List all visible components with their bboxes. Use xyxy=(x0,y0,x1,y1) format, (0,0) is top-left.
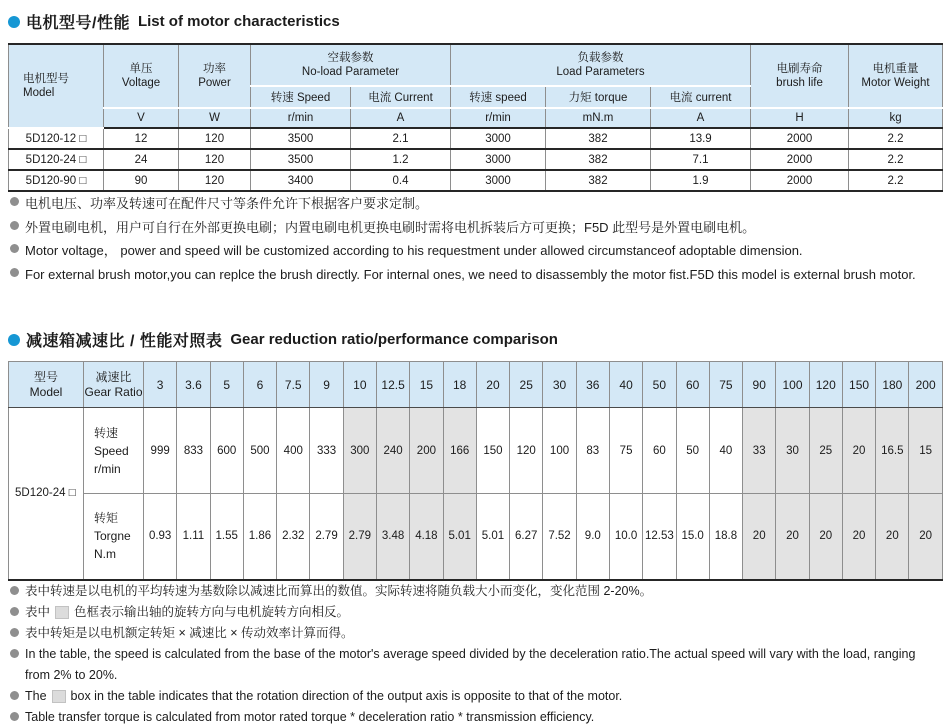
header-en: Load Parameters xyxy=(556,66,645,78)
value-cell: 600 xyxy=(210,408,243,494)
value-cell: 1.2 xyxy=(351,149,451,170)
note-item xyxy=(8,192,942,216)
value-cell: 20 xyxy=(876,494,909,580)
gear-ratio-header-cell: 60 xyxy=(676,362,709,408)
value-cell: 6.27 xyxy=(510,494,543,580)
gray-box-icon xyxy=(55,606,69,619)
header-zh: 单压 xyxy=(129,62,153,75)
header-zh: 型号 xyxy=(33,369,58,384)
gear-ratio-header-cell: 6 xyxy=(243,362,276,408)
col-header-noload xyxy=(251,44,451,86)
gear-ratio-header-cell: 30 xyxy=(543,362,576,408)
subheader-load-torque: 力矩 torque xyxy=(546,86,651,108)
motor-table-row xyxy=(9,170,943,191)
unit-load-current: A xyxy=(651,108,751,128)
note-bullet-icon xyxy=(10,607,19,616)
value-cell: 1.9 xyxy=(651,170,751,191)
value-cell: 333 xyxy=(310,408,343,494)
gear-ratio-header-cell: 75 xyxy=(709,362,742,408)
value-cell: 382 xyxy=(546,128,651,149)
subheader-load-speed: 转速 speed xyxy=(451,86,546,108)
gray-box-icon xyxy=(52,690,66,703)
col-header-voltage xyxy=(104,44,179,108)
value-cell: 18.8 xyxy=(709,494,742,580)
value-cell: 2000 xyxy=(751,128,849,149)
value-cell: 20 xyxy=(842,494,875,580)
motor-table-row xyxy=(9,149,943,170)
value-cell: 2.32 xyxy=(277,494,310,580)
header-zh: 电机型号 xyxy=(23,72,69,85)
header-en: Gear Ratio xyxy=(84,384,143,399)
gear-ratio-header-cell: 150 xyxy=(842,362,875,408)
note-text: In the table, the speed is calculated from the base of the motor's average speed divided by the deceleration ratio.The actual speed will vary with the load, ranging from 2% to 20%. xyxy=(25,646,916,682)
value-cell: 2.79 xyxy=(310,494,343,580)
value-cell: 2.79 xyxy=(343,494,376,580)
section1-title xyxy=(8,10,942,33)
value-cell: 9.0 xyxy=(576,494,609,580)
note-item xyxy=(8,707,942,728)
gear-ratio-header-cell: 25 xyxy=(510,362,543,408)
header-zh: 减速比 xyxy=(95,369,132,384)
gear-ratio-header-cell: 200 xyxy=(909,362,942,408)
header-en: Model xyxy=(23,87,55,99)
label-unit: N.m xyxy=(94,547,116,562)
value-cell: 16.5 xyxy=(876,408,909,494)
note-bullet-icon xyxy=(10,244,19,253)
gear-ratio-header-cell: 50 xyxy=(643,362,676,408)
note-text: 外置电刷电机，用户可自行在外部更换电刷；内置电刷电机更换电刷时需将电机拆装后方可更换；F5D 此型号是外置电刷电机。 xyxy=(25,219,756,235)
value-cell: 3500 xyxy=(251,149,351,170)
note-bullet-icon xyxy=(10,268,19,277)
value-cell: 1.86 xyxy=(243,494,276,580)
note-item xyxy=(8,263,942,287)
value-cell: 400 xyxy=(277,408,310,494)
value-cell: 120 xyxy=(179,170,251,191)
note-text: box in the table indicates that the rotation direction of the output axis is opposite to that of the motor. xyxy=(70,688,623,703)
unit-brush-life: H xyxy=(751,108,849,128)
bullet-icon xyxy=(8,16,20,28)
value-cell: 3000 xyxy=(451,128,546,149)
gear-ratio-table xyxy=(8,361,943,581)
gear-ratio-header-cell: 9 xyxy=(310,362,343,408)
value-cell: 5.01 xyxy=(476,494,509,580)
section2-title-en: Gear reduction ratio/performance comparison xyxy=(230,331,558,348)
note-bullet-icon xyxy=(10,628,19,637)
col-header-load xyxy=(451,44,751,86)
gear-ratio-header-cell: 18 xyxy=(443,362,476,408)
value-cell: 166 xyxy=(443,408,476,494)
section2-title-zh: 减速箱减速比 / 性能对照表 xyxy=(26,333,223,350)
label-zh: 转矩 xyxy=(94,511,119,526)
gear-ratio-header-cell: 5 xyxy=(210,362,243,408)
value-cell: 24 xyxy=(104,149,179,170)
value-cell: 200 xyxy=(410,408,443,494)
unit-noload-current: A xyxy=(351,108,451,128)
unit-power: W xyxy=(179,108,251,128)
unit-weight: kg xyxy=(849,108,943,128)
value-cell: 12 xyxy=(104,128,179,149)
value-cell: 5.01 xyxy=(443,494,476,580)
gear-ratio-header-cell: 90 xyxy=(743,362,776,408)
value-cell: 3000 xyxy=(451,149,546,170)
value-cell: 2000 xyxy=(751,170,849,191)
value-cell: 120 xyxy=(179,128,251,149)
col-header-brush-life xyxy=(751,44,849,108)
gear-notes xyxy=(8,581,942,728)
gear-ratio-header-cell: 120 xyxy=(809,362,842,408)
value-cell: 833 xyxy=(177,408,210,494)
note-bullet-icon xyxy=(10,691,19,700)
gear-ratio-header-cell: 15 xyxy=(410,362,443,408)
gear-ratio-section xyxy=(8,328,942,728)
value-cell: 999 xyxy=(144,408,177,494)
note-bullet-icon xyxy=(10,712,19,721)
value-cell: 3000 xyxy=(451,170,546,191)
value-cell: 12.53 xyxy=(643,494,676,580)
section1-title-en: List of motor characteristics xyxy=(137,13,340,30)
value-cell: 60 xyxy=(643,408,676,494)
value-cell: 50 xyxy=(676,408,709,494)
header-en: Voltage xyxy=(121,77,161,89)
gear-ratio-header-cell: 3 xyxy=(144,362,177,408)
model-cell: 5D120-24 □ xyxy=(9,149,104,170)
unit-voltage: V xyxy=(104,108,179,128)
value-cell: 20 xyxy=(909,494,942,580)
header-en: Motor Weight xyxy=(861,77,930,89)
col-header-model xyxy=(9,362,84,408)
header-zh: 空载参数 xyxy=(327,51,374,64)
value-cell: 0.4 xyxy=(351,170,451,191)
note-item xyxy=(8,644,942,686)
value-cell: 3500 xyxy=(251,128,351,149)
header-zh: 负载参数 xyxy=(577,51,624,64)
model-cell: 5D120-90 □ xyxy=(9,170,104,191)
header-en: No-load Parameter xyxy=(301,66,400,78)
note-bullet-icon xyxy=(10,649,19,658)
model-cell: 5D120-24 □ xyxy=(9,408,84,580)
note-text: 色框表示输出轴的旋转方向与电机旋转方向相反。 xyxy=(74,604,350,619)
gear-ratio-header-cell: 3.6 xyxy=(177,362,210,408)
value-cell: 120 xyxy=(510,408,543,494)
note-item xyxy=(8,581,942,602)
value-cell: 3400 xyxy=(251,170,351,191)
note-bullet-icon xyxy=(10,221,19,230)
label-en: Torgne xyxy=(94,529,131,544)
gear-ratio-header-cell: 20 xyxy=(476,362,509,408)
row-label-torque xyxy=(84,494,144,580)
value-cell: 100 xyxy=(543,408,576,494)
value-cell: 240 xyxy=(376,408,409,494)
motor-table-row xyxy=(9,128,943,149)
header-en: brush life xyxy=(776,77,823,89)
subheader-load-current: 电流 current xyxy=(651,86,751,108)
header-zh: 功率 xyxy=(203,62,226,75)
note-text: The xyxy=(25,688,47,703)
note-item xyxy=(8,686,942,707)
subheader-noload-speed: 转速 Speed xyxy=(251,86,351,108)
col-header-gear-ratio xyxy=(84,362,144,408)
value-cell: 33 xyxy=(743,408,776,494)
col-header-model xyxy=(9,44,104,128)
gear-ratio-header-cell: 40 xyxy=(609,362,642,408)
value-cell: 1.55 xyxy=(210,494,243,580)
value-cell: 500 xyxy=(243,408,276,494)
label-zh: 转速 xyxy=(94,425,119,440)
unit-load-speed: r/min xyxy=(451,108,546,128)
value-cell: 0.93 xyxy=(144,494,177,580)
header-zh: 电机重量 xyxy=(872,62,919,75)
col-header-weight xyxy=(849,44,943,108)
value-cell: 20 xyxy=(809,494,842,580)
note-text: 电机电压、功率及转速可在配件尺寸等条件允许下根据客户要求定制。 xyxy=(25,196,429,211)
value-cell: 40 xyxy=(709,408,742,494)
gear-ratio-header-cell: 12.5 xyxy=(376,362,409,408)
value-cell: 150 xyxy=(476,408,509,494)
value-cell: 2.2 xyxy=(849,128,943,149)
value-cell: 2.2 xyxy=(849,170,943,191)
value-cell: 3.48 xyxy=(376,494,409,580)
value-cell: 25 xyxy=(809,408,842,494)
model-cell: 5D120-12 □ xyxy=(9,128,104,149)
value-cell: 2.2 xyxy=(849,149,943,170)
value-cell: 7.1 xyxy=(651,149,751,170)
note-item xyxy=(8,602,942,623)
value-cell: 7.52 xyxy=(543,494,576,580)
header-en: Power xyxy=(198,77,231,89)
gear-ratio-header-cell: 100 xyxy=(776,362,809,408)
note-item xyxy=(8,623,942,644)
note-text: 表中转矩是以电机额定转矩 × 减速比 × 传动效率计算而得。 xyxy=(25,625,354,640)
value-cell: 15 xyxy=(909,408,942,494)
note-bullet-icon xyxy=(10,197,19,206)
note-text: Table transfer torque is calculated from motor rated torque * deceleration ratio * transmission efficiency. xyxy=(25,709,595,724)
note-item xyxy=(8,216,942,240)
motor-characteristics-table xyxy=(8,43,943,192)
col-header-power xyxy=(179,44,251,108)
value-cell: 2000 xyxy=(751,149,849,170)
value-cell: 75 xyxy=(609,408,642,494)
note-text: For external brush motor,you can replce the brush directly. For internal ones, we need to disassembly the motor fist.F5D this model is external brush motor. xyxy=(25,266,916,282)
motor-notes xyxy=(8,192,942,286)
value-cell: 120 xyxy=(179,149,251,170)
note-item xyxy=(8,239,942,263)
label-en: Speed xyxy=(94,443,129,458)
value-cell: 13.9 xyxy=(651,128,751,149)
value-cell: 20 xyxy=(743,494,776,580)
value-cell: 382 xyxy=(546,170,651,191)
gear-ratio-header-cell: 10 xyxy=(343,362,376,408)
value-cell: 20 xyxy=(776,494,809,580)
gear-ratio-header-cell: 36 xyxy=(576,362,609,408)
row-label-speed xyxy=(84,408,144,494)
note-text: 表中转速是以电机的平均转速为基数除以减速比而算出的数值。实际转速将随负载大小而变化，变化范围 2-20%。 xyxy=(25,583,653,598)
note-bullet-icon xyxy=(10,586,19,595)
value-cell: 382 xyxy=(546,149,651,170)
unit-load-torque: mN.m xyxy=(546,108,651,128)
value-cell: 10.0 xyxy=(609,494,642,580)
unit-noload-speed: r/min xyxy=(251,108,351,128)
motor-characteristics-section xyxy=(8,10,942,286)
value-cell: 15.0 xyxy=(676,494,709,580)
subheader-noload-current: 电流 Current xyxy=(351,86,451,108)
section2-title xyxy=(8,328,942,351)
note-text: Motor voltage， power and speed will be customized according to his requestment under allowed circumstanceof adoptable dimension. xyxy=(25,243,803,258)
section1-title-zh: 电机型号/性能 xyxy=(26,15,130,32)
gear-ratio-header-cell: 7.5 xyxy=(277,362,310,408)
value-cell: 2.1 xyxy=(351,128,451,149)
header-en: Model xyxy=(29,384,63,399)
note-text: 表中 xyxy=(25,604,51,619)
value-cell: 20 xyxy=(842,408,875,494)
bullet-icon xyxy=(8,334,20,346)
value-cell: 30 xyxy=(776,408,809,494)
value-cell: 300 xyxy=(343,408,376,494)
value-cell: 90 xyxy=(104,170,179,191)
label-unit: r/min xyxy=(94,461,121,476)
gear-ratio-header-cell: 180 xyxy=(876,362,909,408)
value-cell: 83 xyxy=(576,408,609,494)
header-zh: 电刷寿命 xyxy=(776,62,823,75)
value-cell: 1.11 xyxy=(177,494,210,580)
value-cell: 4.18 xyxy=(410,494,443,580)
